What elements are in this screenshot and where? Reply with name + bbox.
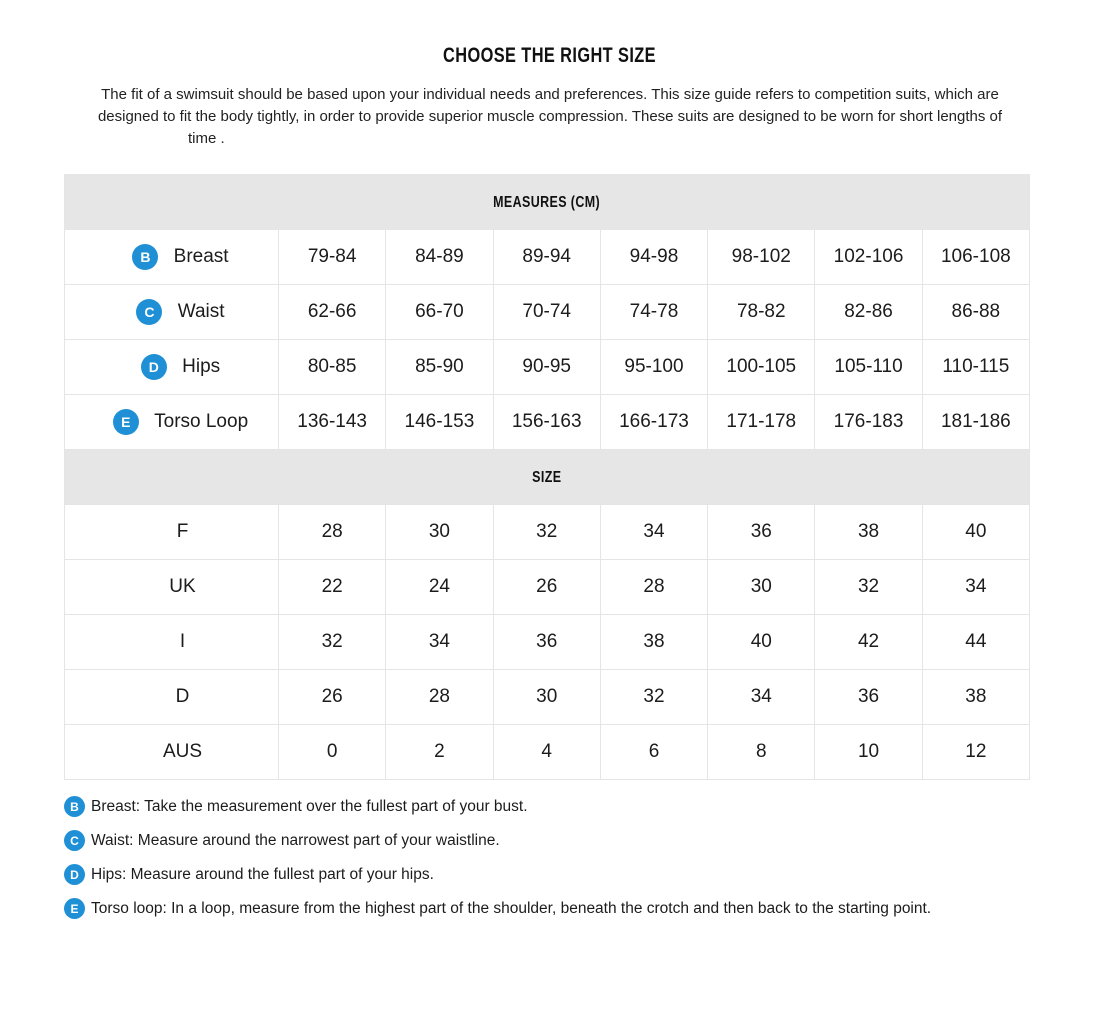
- table-row-torso-loop: [65, 395, 1030, 450]
- table-cell: 34: [600, 505, 707, 560]
- table-cell: 90-95: [493, 340, 600, 395]
- table-cell: 106-108: [922, 230, 1029, 285]
- table-cell: 95-100: [600, 340, 707, 395]
- table-cell: 70-74: [493, 285, 600, 340]
- table-cell: 22: [279, 560, 386, 615]
- note-d-badge: D: [64, 864, 85, 885]
- table-cell: 34: [386, 615, 493, 670]
- table-row-size-i: [65, 615, 1030, 670]
- table-cell: 38: [600, 615, 707, 670]
- table-cell: 28: [600, 560, 707, 615]
- measure-c-badge: C: [136, 299, 162, 325]
- note-e-badge: E: [64, 898, 85, 919]
- row-label-cell: [65, 670, 279, 725]
- table-row-breast: [65, 230, 1030, 285]
- table-cell: 30: [708, 560, 815, 615]
- row-label-cell: [65, 615, 279, 670]
- table-cell: 102-106: [815, 230, 922, 285]
- note-text: Hips: Measure around the fullest part of your hips.: [91, 865, 434, 883]
- table-cell: 30: [493, 670, 600, 725]
- row-label: AUS: [162, 740, 203, 762]
- table-cell: 80-85: [279, 340, 386, 395]
- row-label-cell: [65, 395, 279, 450]
- table-cell: 94-98: [600, 230, 707, 285]
- table-cell: 10: [815, 725, 922, 780]
- measures-header-label: MEASURES (CM): [493, 194, 601, 211]
- measures-header-cell: [65, 175, 1030, 230]
- table-cell: 82-86: [815, 285, 922, 340]
- row-label: I: [179, 630, 186, 652]
- measure-b-badge: B: [132, 244, 158, 270]
- size-guide-page: [0, 44, 1100, 919]
- table-cell: 32: [600, 670, 707, 725]
- table-row-size-d: [65, 670, 1030, 725]
- intro-paragraph-tail: time .: [188, 130, 225, 147]
- note-torso-loop: [64, 898, 1036, 919]
- measures-header-row: [65, 175, 1030, 230]
- table-cell: 4: [493, 725, 600, 780]
- table-cell: 2: [386, 725, 493, 780]
- row-label: Breast: [173, 246, 229, 267]
- table-cell: 8: [708, 725, 815, 780]
- measure-e-badge: E: [113, 409, 139, 435]
- table-cell: 26: [493, 560, 600, 615]
- table-cell: 36: [708, 505, 815, 560]
- table-cell: 30: [386, 505, 493, 560]
- table-row-size-aus: [65, 725, 1030, 780]
- table-cell: 78-82: [708, 285, 815, 340]
- table-cell: 166-173: [600, 395, 707, 450]
- table-cell: 32: [279, 615, 386, 670]
- table-cell: 32: [493, 505, 600, 560]
- intro-paragraph: The fit of a swimsuit should be based upon your individual needs and preferences. This size guide refers to competition suits, which are designed to fit the body tightly, in order to provide superior muscle compression. These suits are designed to be worn for short lengths of: [97, 86, 1003, 125]
- table-cell: 40: [922, 505, 1029, 560]
- table-cell: 26: [279, 670, 386, 725]
- row-label: Torso Loop: [154, 411, 249, 432]
- table-cell: 28: [279, 505, 386, 560]
- note-c-badge: C: [64, 830, 85, 851]
- table-cell: 34: [922, 560, 1029, 615]
- note-hips: [64, 864, 1036, 885]
- row-label: D: [175, 685, 190, 707]
- table-cell: 36: [815, 670, 922, 725]
- note-text: Breast: Take the measurement over the fullest part of your bust.: [91, 797, 528, 815]
- table-row-waist: [65, 285, 1030, 340]
- table-cell: 181-186: [922, 395, 1029, 450]
- table-cell: 66-70: [386, 285, 493, 340]
- row-label-cell: [65, 560, 279, 615]
- measurement-notes: [64, 796, 1036, 919]
- table-cell: 62-66: [279, 285, 386, 340]
- size-header-cell: [65, 450, 1030, 505]
- table-cell: 28: [386, 670, 493, 725]
- table-row-size-f: [65, 505, 1030, 560]
- table-cell: 171-178: [708, 395, 815, 450]
- table-cell: 110-115: [922, 340, 1029, 395]
- table-cell: 74-78: [600, 285, 707, 340]
- row-label-cell: [65, 505, 279, 560]
- table-cell: 146-153: [386, 395, 493, 450]
- table-cell: 44: [922, 615, 1029, 670]
- table-cell: 84-89: [386, 230, 493, 285]
- table-row-hips: [65, 340, 1030, 395]
- page-title: CHOOSE THE RIGHT SIZE: [443, 44, 657, 67]
- table-cell: 12: [922, 725, 1029, 780]
- table-cell: 156-163: [493, 395, 600, 450]
- note-b-badge: B: [64, 796, 85, 817]
- table-cell: 105-110: [815, 340, 922, 395]
- table-cell: 42: [815, 615, 922, 670]
- table-cell: 98-102: [708, 230, 815, 285]
- note-text: Waist: Measure around the narrowest part of your waistline.: [91, 831, 500, 849]
- table-cell: 38: [922, 670, 1029, 725]
- table-cell: 176-183: [815, 395, 922, 450]
- table-row-size-uk: [65, 560, 1030, 615]
- row-label: Hips: [182, 356, 221, 377]
- row-label-cell: [65, 230, 279, 285]
- size-header-label: SIZE: [532, 469, 562, 486]
- table-cell: 79-84: [279, 230, 386, 285]
- table-cell: 34: [708, 670, 815, 725]
- table-cell: 100-105: [708, 340, 815, 395]
- table-cell: 24: [386, 560, 493, 615]
- table-cell: 136-143: [279, 395, 386, 450]
- title-wrap: [64, 44, 1036, 68]
- row-label: UK: [169, 575, 196, 597]
- table-cell: 86-88: [922, 285, 1029, 340]
- table-cell: 38: [815, 505, 922, 560]
- row-label: Waist: [177, 301, 225, 322]
- note-text: Torso loop: In a loop, measure from the highest part of the shoulder, beneath the crotch and then back to the starting point.: [91, 899, 932, 917]
- table-cell: 85-90: [386, 340, 493, 395]
- row-label-cell: [65, 725, 279, 780]
- size-header-row: [65, 450, 1030, 505]
- measure-d-badge: D: [141, 354, 167, 380]
- table-cell: 6: [600, 725, 707, 780]
- note-waist: [64, 830, 1036, 851]
- row-label-cell: [65, 340, 279, 395]
- table-cell: 0: [279, 725, 386, 780]
- size-guide-table: [64, 174, 1030, 780]
- table-cell: 32: [815, 560, 922, 615]
- note-breast: [64, 796, 1036, 817]
- table-cell: 89-94: [493, 230, 600, 285]
- row-label: F: [176, 520, 189, 542]
- table-cell: 40: [708, 615, 815, 670]
- table-cell: 36: [493, 615, 600, 670]
- row-label-cell: [65, 285, 279, 340]
